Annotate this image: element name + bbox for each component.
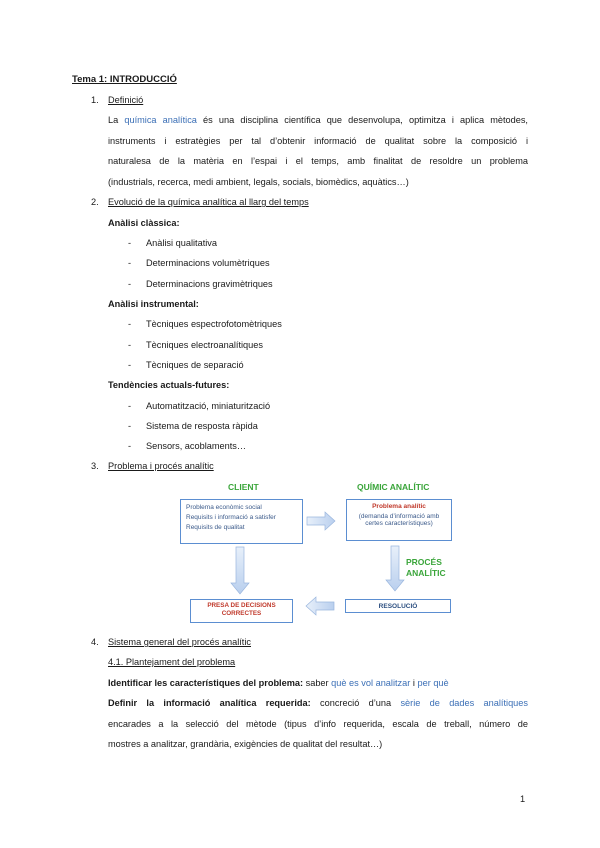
- client-box-line: Requisits i informació a satisfer: [186, 514, 276, 521]
- resolution-label: RESOLUCIÓ: [378, 603, 418, 610]
- bullet-dash: -: [128, 441, 132, 451]
- client-box-line: Requisits de qualitat: [186, 524, 245, 531]
- subheading-instrumental: Anàlisi instrumental:: [108, 299, 199, 309]
- analytical-problem-title: Problema analític: [372, 503, 426, 510]
- list-item: Sistema de resposta ràpida: [146, 421, 258, 431]
- paragraph-line: Identificar les característiques del problema: saber què es vol analitzar i per què: [108, 678, 449, 688]
- bullet-dash: -: [128, 238, 132, 248]
- analytical-problem-desc: certes característiques): [365, 520, 433, 527]
- client-box-line: Problema econòmic social: [186, 504, 262, 511]
- list-item: Determinacions volumètriques: [146, 258, 270, 268]
- paragraph-line: La química analítica és una disciplina científica que desenvolupa, optimitza i aplica mètodes,: [108, 115, 528, 125]
- list-item: Automatització, miniaturització: [146, 401, 271, 411]
- decision-box: PRESA DE DECISIONS CORRECTES: [190, 599, 293, 623]
- paragraph-line: Definir la informació analítica requerida: concreció d’una sèrie de dades analítiques: [108, 698, 528, 708]
- bullet-dash: -: [128, 340, 132, 350]
- list-item: Anàlisi qualitativa: [146, 238, 217, 248]
- subheading-classic: Anàlisi clàssica:: [108, 218, 180, 228]
- section-number: 2.: [91, 197, 99, 207]
- section-number: 4.: [91, 637, 99, 647]
- list-item: Tècniques de separació: [146, 360, 244, 370]
- bullet-dash: -: [128, 279, 132, 289]
- paragraph-line: (industrials, recerca, medi ambient, legals, socials, biomèdics, aquàtics…): [108, 177, 409, 187]
- subheading-trends: Tendències actuals-futures:: [108, 380, 230, 390]
- arrow-down-icon: [386, 546, 404, 591]
- page-title: Tema 1: INTRODUCCIÓ: [72, 74, 177, 85]
- page-number: 1: [520, 794, 526, 804]
- arrow-down-icon: [231, 547, 249, 594]
- arrow-left-icon: [306, 597, 334, 615]
- client-label: CLIENT: [228, 482, 259, 492]
- paragraph-line: mostres a analitzar, grandària, exigències de qualitat del resultat…): [108, 739, 383, 749]
- analytical-problem-desc: (demanda d’informació amb: [358, 513, 440, 520]
- section-heading: Definició: [108, 95, 144, 105]
- bullet-dash: -: [128, 319, 132, 329]
- section-number: 1.: [91, 95, 99, 105]
- list-item: Tècniques espectrofotomètriques: [146, 319, 282, 329]
- paragraph-line: instruments i estratègies per tal d’obtenir informació de qualitat sobre la composició i: [108, 136, 528, 146]
- subsection-heading: 4.1. Plantejament del problema: [108, 657, 236, 667]
- list-item: Determinacions gravimètriques: [146, 279, 273, 289]
- process-label: PROCÉS ANALÍTIC: [406, 557, 446, 578]
- term-highlight: química analítica: [124, 115, 197, 125]
- bullet-dash: -: [128, 421, 132, 431]
- arrow-right-icon: [307, 512, 335, 530]
- section-heading: Sistema general del procés analític: [108, 637, 251, 647]
- section-heading: Evolució de la química analítica al llarg del temps: [108, 197, 309, 207]
- bullet-dash: -: [128, 258, 132, 268]
- paragraph-line: encarades a la selecció del mètode (tipus d’info requerida, escala de treball, número de: [108, 719, 528, 729]
- section-heading: Problema i procés analític: [108, 461, 214, 471]
- paragraph-line: naturalesa de la matèria en l’espai i el temps, amb finalitat de resoldre un problema: [108, 156, 528, 166]
- list-item: Sensors, acoblaments…: [146, 441, 247, 451]
- list-item: Tècniques electroanalítiques: [146, 340, 263, 350]
- chemist-label: QUÍMIC ANALÍTIC: [357, 482, 430, 492]
- section-number: 3.: [91, 461, 99, 471]
- bullet-dash: -: [128, 401, 132, 411]
- bullet-dash: -: [128, 360, 132, 370]
